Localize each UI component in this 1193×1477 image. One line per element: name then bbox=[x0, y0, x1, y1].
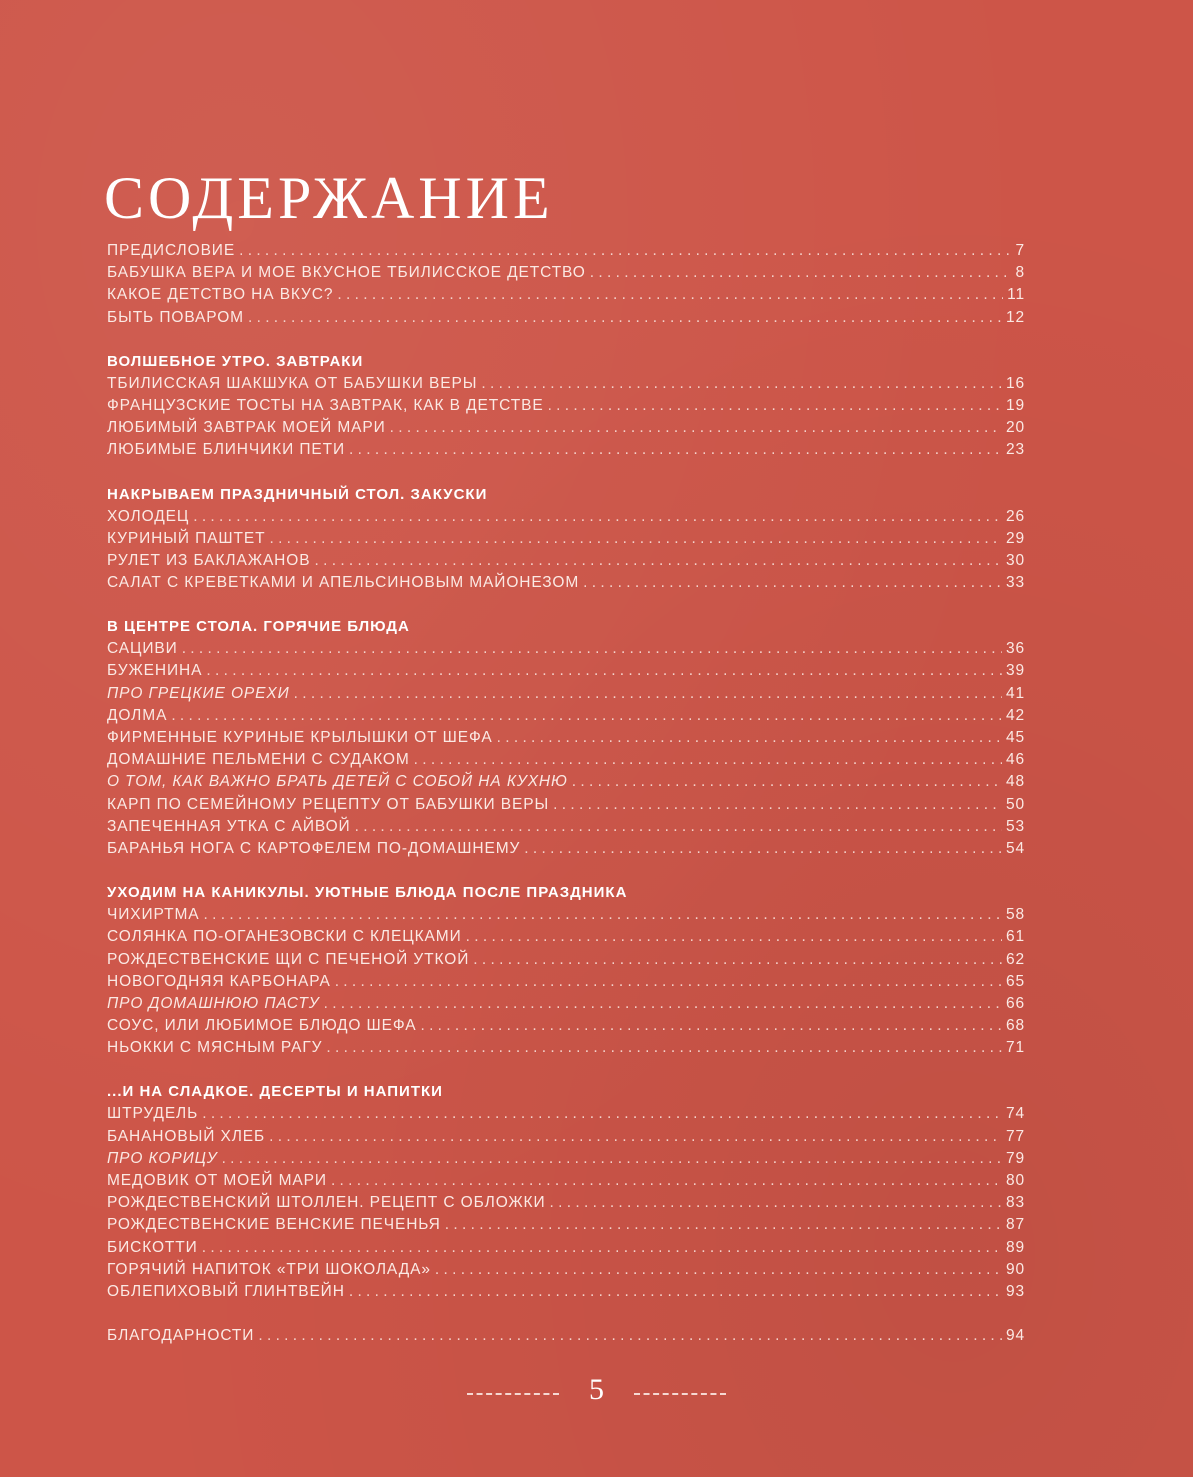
entry-title: ПРО ГРЕЦКИЕ ОРЕХИ bbox=[107, 684, 290, 702]
toc-section bbox=[107, 484, 1025, 595]
toc-entry[interactable] bbox=[107, 749, 1025, 771]
entry-title: РОЖДЕСТВЕНСКИЕ ЩИ С ПЕЧЕНОЙ УТКОЙ bbox=[107, 950, 470, 968]
entry-page-number: 61 bbox=[1005, 928, 1025, 946]
toc-section bbox=[107, 616, 1025, 860]
page-title: СОДЕРЖАНИЕ bbox=[104, 165, 554, 231]
entry-title: САЛАТ С КРЕВЕТКАМИ И АПЕЛЬСИНОВЫМ МАЙОНЕЗОМ bbox=[107, 574, 580, 592]
toc-entry[interactable] bbox=[107, 1103, 1025, 1125]
entry-page-number: 83 bbox=[1005, 1194, 1025, 1212]
toc-entry[interactable] bbox=[107, 727, 1025, 749]
dot-leader bbox=[420, 1015, 1002, 1037]
entry-page-number: 87 bbox=[1005, 1216, 1025, 1234]
entry-page-number: 46 bbox=[1005, 751, 1025, 769]
dot-leader bbox=[355, 816, 1002, 838]
entry-title: ПРО ДОМАШНЮЮ ПАСТУ bbox=[107, 994, 320, 1012]
entry-page-number: 89 bbox=[1005, 1238, 1025, 1256]
entry-page-number: 68 bbox=[1005, 1017, 1025, 1035]
toc-entry[interactable] bbox=[107, 683, 1025, 705]
entry-page-number: 79 bbox=[1005, 1149, 1025, 1167]
toc-entry[interactable] bbox=[107, 1126, 1025, 1148]
dot-leader bbox=[326, 1037, 1002, 1059]
toc-entry[interactable] bbox=[107, 794, 1025, 816]
dot-leader bbox=[294, 683, 1002, 705]
entry-title: ФРАНЦУЗСКИЕ ТОСТЫ НА ЗАВТРАК, КАК В ДЕТСТВЕ bbox=[107, 396, 544, 414]
entry-page-number: 26 bbox=[1005, 507, 1025, 525]
toc-entry[interactable] bbox=[107, 1192, 1025, 1214]
entry-page-number: 58 bbox=[1005, 906, 1025, 924]
section-heading: ВОЛШЕБНОЕ УТРО. ЗАВТРАКИ bbox=[107, 352, 364, 370]
dot-leader bbox=[590, 262, 1012, 284]
page-footer bbox=[0, 1372, 1193, 1408]
toc-entry[interactable] bbox=[107, 307, 1025, 329]
dot-leader bbox=[171, 705, 1002, 727]
toc-entry[interactable] bbox=[107, 1237, 1025, 1259]
entry-title: САЦИВИ bbox=[107, 640, 178, 658]
toc-entry[interactable] bbox=[107, 1170, 1025, 1192]
entry-title: ЛЮБИМЫЕ БЛИНЧИКИ ПЕТИ bbox=[107, 441, 346, 459]
entry-title: ЗАПЕЧЕННАЯ УТКА С АЙВОЙ bbox=[107, 817, 351, 835]
entry-page-number: 36 bbox=[1005, 640, 1025, 658]
entry-page-number: 42 bbox=[1005, 706, 1025, 724]
dot-leader bbox=[583, 572, 1002, 594]
entry-page-number: 74 bbox=[1005, 1105, 1025, 1123]
toc-entry[interactable] bbox=[107, 1015, 1025, 1037]
entry-title: НОВОГОДНЯЯ КАРБОНАРА bbox=[107, 972, 331, 990]
entry-title: ДОМАШНИЕ ПЕЛЬМЕНИ С СУДАКОМ bbox=[107, 751, 410, 769]
entry-title: РОЖДЕСТВЕНСКИЙ ШТОЛЛЕН. РЕЦЕПТ С ОБЛОЖКИ bbox=[107, 1194, 546, 1212]
dot-leader bbox=[473, 949, 1002, 971]
entry-title: ГОРЯЧИЙ НАПИТОК «ТРИ ШОКОЛАДА» bbox=[107, 1260, 431, 1278]
entry-page-number: 50 bbox=[1005, 795, 1025, 813]
section-heading: УХОДИМ НА КАНИКУЛЫ. УЮТНЫЕ БЛЮДА ПОСЛЕ ПРАЗДНИКА bbox=[107, 884, 628, 902]
entry-page-number: 71 bbox=[1005, 1039, 1025, 1057]
dot-leader bbox=[524, 838, 1002, 860]
toc-entry[interactable] bbox=[107, 638, 1025, 660]
dot-leader bbox=[202, 1237, 1002, 1259]
entry-title: БАНАНОВЫЙ ХЛЕБ bbox=[107, 1127, 266, 1145]
entry-title: ЧИХИРТМА bbox=[107, 906, 200, 924]
entry-title: ДОЛМА bbox=[107, 706, 168, 724]
dot-leader bbox=[314, 550, 1001, 572]
dot-leader bbox=[497, 727, 1002, 749]
dot-leader bbox=[414, 749, 1002, 771]
dot-leader bbox=[258, 1325, 1002, 1347]
dot-leader bbox=[182, 638, 1002, 660]
entry-page-number: 23 bbox=[1005, 441, 1025, 459]
entry-page-number: 41 bbox=[1005, 684, 1025, 702]
toc-section bbox=[107, 1325, 1025, 1347]
entry-page-number: 12 bbox=[1005, 308, 1025, 326]
table-of-contents bbox=[107, 240, 1025, 1369]
dot-leader bbox=[481, 373, 1002, 395]
dot-leader bbox=[222, 1148, 1002, 1170]
toc-section bbox=[107, 882, 1025, 1059]
entry-title: БАБУШКА ВЕРА И МОЕ ВКУСНОЕ ТБИЛИССКОЕ ДЕТСТВО bbox=[107, 264, 586, 282]
dot-leader bbox=[550, 1192, 1002, 1214]
dot-leader bbox=[324, 993, 1002, 1015]
entry-title: БИСКОТТИ bbox=[107, 1238, 198, 1256]
toc-entry[interactable] bbox=[107, 439, 1025, 461]
toc-entry[interactable] bbox=[107, 240, 1025, 262]
entry-page-number: 80 bbox=[1005, 1172, 1025, 1189]
page-number: 5 bbox=[589, 1373, 604, 1406]
entry-page-number: 8 bbox=[1015, 264, 1025, 282]
dot-leader bbox=[466, 926, 1002, 948]
toc-entry[interactable] bbox=[107, 262, 1025, 284]
entry-title: РОЖДЕСТВЕНСКИЕ ВЕНСКИЕ ПЕЧЕНЬЯ bbox=[107, 1216, 441, 1234]
toc-entry[interactable] bbox=[107, 1148, 1025, 1170]
dot-leader bbox=[331, 1170, 1002, 1192]
section-heading: НАКРЫВАЕМ ПРАЗДНИЧНЫЙ СТОЛ. ЗАКУСКИ bbox=[107, 485, 488, 503]
toc-entry[interactable] bbox=[107, 771, 1025, 793]
section-heading: ...И НА СЛАДКОЕ. ДЕСЕРТЫ И НАПИТКИ bbox=[107, 1083, 443, 1101]
entry-title: БЛАГОДАРНОСТИ bbox=[107, 1327, 255, 1345]
dot-leader bbox=[390, 417, 1002, 439]
toc-entry[interactable] bbox=[107, 373, 1025, 395]
entry-title: ПРО КОРИЦУ bbox=[107, 1149, 218, 1167]
footer-rule-right bbox=[634, 1393, 726, 1395]
toc-entry[interactable] bbox=[107, 1259, 1025, 1281]
toc-entry[interactable] bbox=[107, 1214, 1025, 1236]
entry-title: О ТОМ, КАК ВАЖНО БРАТЬ ДЕТЕЙ С СОБОЙ НА КУХНЮ bbox=[107, 773, 568, 791]
entry-page-number: 7 bbox=[1015, 242, 1025, 259]
dot-leader bbox=[206, 660, 1002, 682]
entry-page-number: 93 bbox=[1005, 1282, 1025, 1300]
dot-leader bbox=[572, 771, 1002, 793]
entry-title: ОБЛЕПИХОВЫЙ ГЛИНТВЕЙН bbox=[107, 1282, 345, 1300]
dot-leader bbox=[193, 506, 1002, 528]
toc-entry[interactable] bbox=[107, 417, 1025, 439]
toc-entry[interactable] bbox=[107, 572, 1025, 594]
entry-page-number: 45 bbox=[1005, 729, 1025, 746]
entry-title: МЕДОВИК ОТ МОЕЙ МАРИ bbox=[107, 1172, 327, 1189]
entry-title: БАРАНЬЯ НОГА С КАРТОФЕЛЕМ ПО-ДОМАШНЕМУ bbox=[107, 839, 521, 857]
toc-entry[interactable] bbox=[107, 971, 1025, 993]
toc-entry[interactable] bbox=[107, 528, 1025, 550]
entry-title: СОЛЯНКА ПО-ОГАНЕЗОВСКИ С КЛЕЦКАМИ bbox=[107, 928, 462, 946]
toc-section bbox=[107, 1081, 1025, 1303]
entry-title: КАРП ПО СЕМЕЙНОМУ РЕЦЕПТУ ОТ БАБУШКИ ВЕРЫ bbox=[107, 795, 550, 813]
dot-leader bbox=[269, 1126, 1002, 1148]
toc-entry[interactable] bbox=[107, 705, 1025, 727]
entry-page-number: 29 bbox=[1005, 529, 1025, 547]
toc-section bbox=[107, 351, 1025, 462]
dot-leader bbox=[202, 1103, 1002, 1125]
toc-entry[interactable] bbox=[107, 395, 1025, 417]
dot-leader bbox=[445, 1214, 1002, 1236]
dot-leader bbox=[204, 904, 1002, 926]
toc-entry[interactable] bbox=[107, 993, 1025, 1015]
entry-title: КАКОЕ ДЕТСТВО НА ВКУС? bbox=[107, 286, 334, 304]
entry-page-number: 11 bbox=[1007, 286, 1025, 304]
toc-entry[interactable] bbox=[107, 838, 1025, 860]
entry-page-number: 33 bbox=[1005, 574, 1025, 592]
dot-leader bbox=[239, 240, 1011, 262]
entry-page-number: 16 bbox=[1005, 374, 1025, 392]
entry-title: БЫТЬ ПОВАРОМ bbox=[107, 308, 244, 326]
footer-rule-left bbox=[467, 1393, 559, 1395]
dot-leader bbox=[349, 1281, 1002, 1303]
toc-entry[interactable] bbox=[107, 550, 1025, 572]
entry-page-number: 77 bbox=[1005, 1127, 1025, 1145]
entry-title: ФИРМЕННЫЕ КУРИНЫЕ КРЫЛЫШКИ ОТ ШЕФА bbox=[107, 729, 493, 746]
entry-page-number: 30 bbox=[1005, 551, 1025, 569]
entry-title: РУЛЕТ ИЗ БАКЛАЖАНОВ bbox=[107, 551, 311, 569]
dot-leader bbox=[248, 307, 1002, 329]
dot-leader bbox=[349, 439, 1002, 461]
entry-title: БУЖЕНИНА bbox=[107, 662, 203, 680]
entry-page-number: 39 bbox=[1005, 662, 1025, 680]
entry-title: ПРЕДИСЛОВИЕ bbox=[107, 242, 236, 259]
entry-page-number: 94 bbox=[1005, 1327, 1025, 1345]
toc-entry[interactable] bbox=[107, 506, 1025, 528]
entry-page-number: 66 bbox=[1005, 994, 1025, 1012]
entry-title: НЬОККИ С МЯСНЫМ РАГУ bbox=[107, 1039, 323, 1057]
dot-leader bbox=[337, 284, 1003, 306]
entry-title: ХОЛОДЕЦ bbox=[107, 507, 190, 525]
toc-entry[interactable] bbox=[107, 1281, 1025, 1303]
toc-entry[interactable] bbox=[107, 1037, 1025, 1059]
entry-page-number: 20 bbox=[1005, 419, 1025, 437]
entry-title: КУРИНЫЙ ПАШТЕТ bbox=[107, 529, 266, 547]
entry-page-number: 65 bbox=[1005, 972, 1025, 990]
dot-leader bbox=[553, 794, 1002, 816]
entry-page-number: 54 bbox=[1005, 839, 1025, 857]
entry-title: ЛЮБИМЫЙ ЗАВТРАК МОЕЙ МАРИ bbox=[107, 419, 386, 437]
toc-entry[interactable] bbox=[107, 284, 1025, 306]
toc-section bbox=[107, 240, 1025, 329]
entry-title: ТБИЛИССКАЯ ШАКШУКА ОТ БАБУШКИ ВЕРЫ bbox=[107, 374, 478, 392]
entry-page-number: 62 bbox=[1005, 950, 1025, 968]
entry-page-number: 48 bbox=[1005, 773, 1025, 791]
toc-entry[interactable] bbox=[107, 949, 1025, 971]
toc-entry[interactable] bbox=[107, 660, 1025, 682]
dot-leader bbox=[269, 528, 1002, 550]
dot-leader bbox=[335, 971, 1002, 993]
toc-entry[interactable] bbox=[107, 1325, 1025, 1347]
section-heading: В ЦЕНТРЕ СТОЛА. ГОРЯЧИЕ БЛЮДА bbox=[107, 618, 410, 636]
entry-title: ШТРУДЕЛЬ bbox=[107, 1105, 199, 1123]
dot-leader bbox=[548, 395, 1002, 417]
entry-title: СОУС, ИЛИ ЛЮБИМОЕ БЛЮДО ШЕФА bbox=[107, 1017, 417, 1035]
entry-page-number: 19 bbox=[1005, 396, 1025, 414]
toc-entry[interactable] bbox=[107, 904, 1025, 926]
toc-entry[interactable] bbox=[107, 816, 1025, 838]
entry-page-number: 53 bbox=[1005, 817, 1025, 835]
dot-leader bbox=[435, 1259, 1002, 1281]
toc-entry[interactable] bbox=[107, 926, 1025, 948]
entry-page-number: 90 bbox=[1005, 1260, 1025, 1278]
